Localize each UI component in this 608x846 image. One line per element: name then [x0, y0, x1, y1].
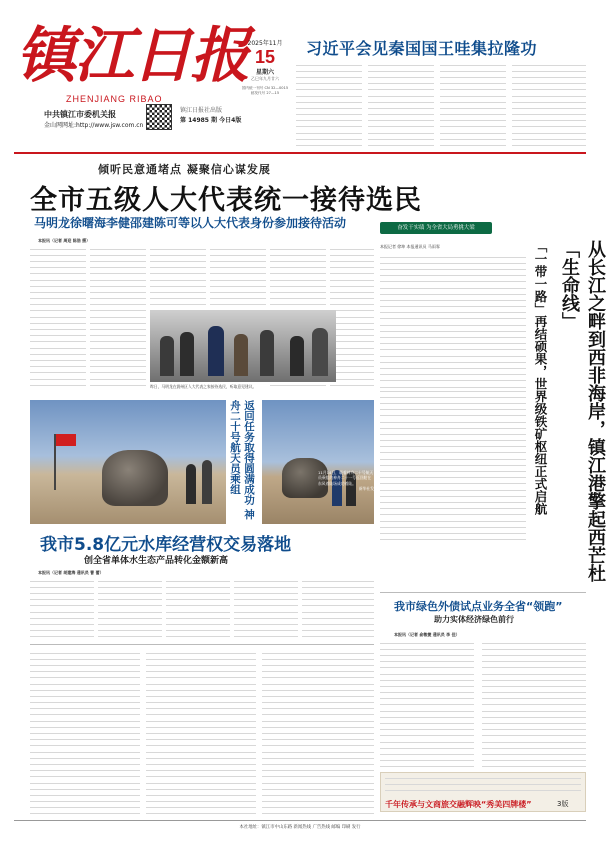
lead-photo-caption: 昨日，马明龙在润州区人大代表之家接待选民，听取意见建议。 [150, 384, 257, 389]
spacecraft-photo [30, 400, 226, 524]
footer-rule [14, 820, 586, 821]
lead-col2 [90, 246, 146, 384]
footer-text: 本社地址：镇江市中山东路 新闻热线 广告热线 邮编 印刷 发行 [239, 825, 361, 830]
lead-byline: 本报讯（记者 周迎 陈浩 摄） [38, 238, 91, 243]
spacecraft-caption: 11月14日，载着神舟二十号航天员乘组的神舟二十一号返回舱在东风着陆场成功着陆。 [318, 470, 374, 486]
lead-col3 [150, 246, 206, 306]
masthead-sponsor: 中共镇江市委机关报 [44, 110, 116, 119]
masthead-website: 金山网网址:http://www.jsw.com.cn [44, 122, 144, 129]
promo-text [385, 775, 581, 797]
top-story-col2 [368, 62, 434, 148]
top-story-col3 [440, 62, 506, 148]
spacecraft-caption-box [318, 470, 374, 522]
lower-col1 [30, 650, 140, 810]
spacecraft-title: 返回任务取得圆满成功 神舟二十号航天员乘组 [229, 400, 255, 520]
right-feature-headline-left: 「一带一路」再结硕果，世界级铁矿枢纽正式启航 [533, 240, 548, 515]
promo-page: 3版 [557, 800, 569, 808]
bottom-story-col1 [30, 578, 94, 638]
qr-code-icon [146, 104, 172, 130]
date-day: 15 [254, 47, 276, 67]
lead-col4 [210, 246, 266, 306]
green-story-headline[interactable]: 我市绿色外债试点业务全省“领跑” [394, 600, 563, 613]
masthead-issue: 第 14985 期 今日4版 [180, 117, 242, 124]
masthead-rule [14, 152, 586, 154]
right-feature-headline-column[interactable] [556, 240, 606, 590]
date-box [240, 38, 290, 108]
bottom-story-col3 [166, 578, 230, 638]
lead-col1 [30, 246, 86, 384]
bottom-story-col5 [302, 578, 374, 638]
green-story-rule [380, 592, 586, 593]
right-feature-banner [380, 222, 492, 234]
masthead-title: 镇江日报 [16, 21, 248, 91]
green-story-subhead: 助力实体经济绿色前行 [434, 615, 514, 624]
right-feature-col2 [380, 388, 526, 538]
right-feature-headline: 从长江之畔到西非海岸，镇江港擎起西芒杜「生命线」 [559, 240, 606, 582]
right-feature-col1 [380, 254, 526, 384]
lead-subhead: 马明龙徐曙海李健邵建陈可等以人大代表身份参加接待活动 [34, 216, 347, 230]
green-story-col1 [380, 640, 474, 768]
lead-col6 [330, 246, 374, 384]
lower-col3 [262, 650, 374, 810]
lead-headline[interactable]: 全市五级人大代表统一接待选民 [30, 185, 422, 216]
date-lunar: 乙巳年九月廿六 [251, 76, 279, 81]
right-feature-subheadline-column [530, 240, 552, 590]
masthead-group: 镇江日报社出版 [180, 107, 223, 114]
green-story-byline: 本报讯（记者 俞敏捷 通讯员 李 佳） [394, 632, 460, 637]
date-weekday: 星期六 [255, 69, 274, 76]
lead-kicker: 倾听民意通堵点 凝聚信心谋发展 [98, 163, 271, 176]
spacecraft-vertical-title[interactable] [228, 400, 258, 524]
lower-col2 [146, 650, 256, 810]
promo-box[interactable] [380, 772, 586, 812]
right-feature-byline: 本报记者 徐坤 本报通讯员 马雨霏 [380, 244, 440, 249]
green-story-col2 [482, 640, 586, 768]
promo-headline: 千年传承与文商旅交融辉映“秀美四牌楼” [385, 800, 532, 809]
right-feature-tag: 奋发干实绩 为全省大局勇挑大梁 [397, 225, 475, 231]
spacecraft-caption-credit: 新华社发 [358, 486, 374, 492]
post-code: 邮发代号 27—15 [250, 91, 280, 96]
lead-photo [150, 310, 336, 382]
bottom-story-col4 [234, 578, 298, 638]
bottom-story-byline: 本报讯（记者 胡建海 通讯员 曹 蕾） [38, 570, 104, 575]
lower-rule [30, 644, 374, 645]
top-story-col1 [296, 62, 362, 148]
bottom-story-subhead: 创全省单体水生态产品转化金额新高 [84, 556, 229, 566]
cn-code: 国内统一刊号 CN 32—0015 [241, 85, 289, 90]
bottom-story-col2 [98, 578, 162, 638]
top-headline[interactable]: 习近平会见秦国国王哇集拉隆功 [306, 39, 538, 58]
bottom-story-headline[interactable]: 我市5.8亿元水库经营权交易落地 [40, 535, 292, 555]
top-story-col4 [512, 62, 586, 148]
date-year-month: 2025年11月 [247, 40, 283, 47]
masthead-pinyin: ZHENJIANG RIBAO [66, 94, 163, 104]
